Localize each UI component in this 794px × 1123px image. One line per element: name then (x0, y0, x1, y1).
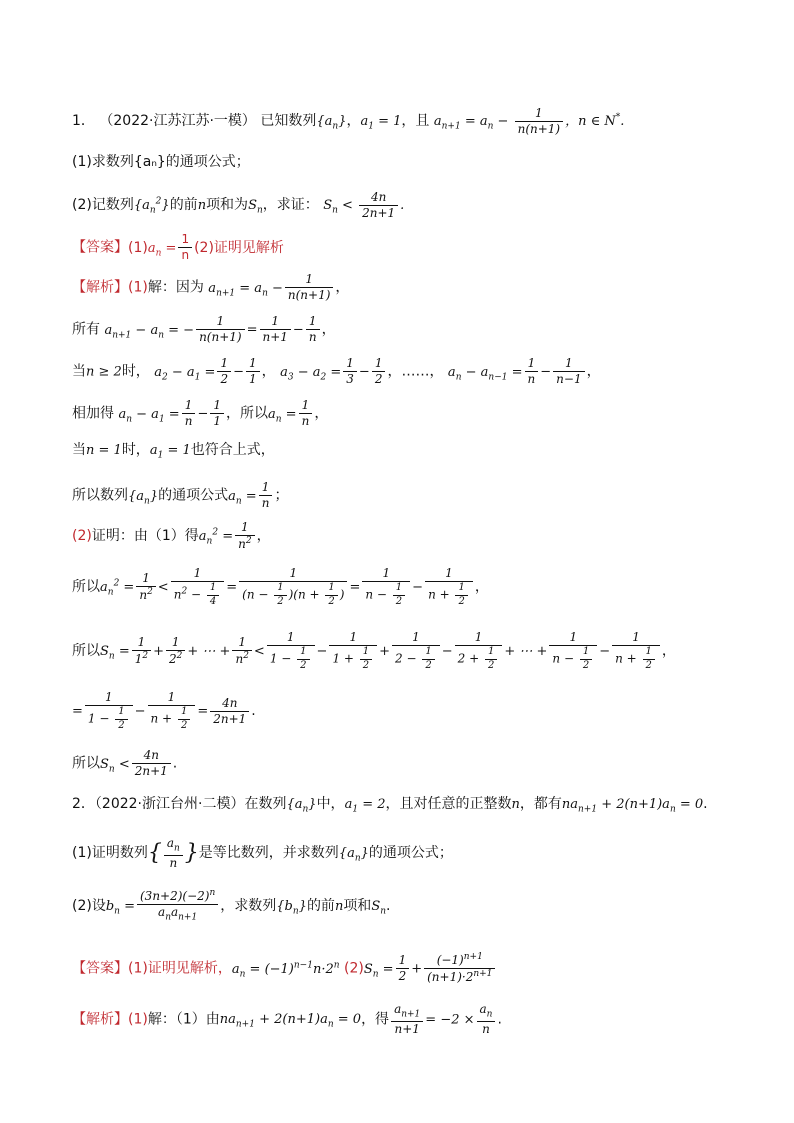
p1-analysis-8: 所以$a_n^2$ = $\frac{1}{n^2}$ < 1 $n^2$ − $\frac{1}{4}$ = 1 (n − $\frac{1}{2}$ )(n + $\frac{1}{2}$ ) = 1 n − $\frac{1}{2}$ − 1 n + $\frac{1}{2}$ ， (72, 566, 489, 607)
p1-domain: ，n ∈ N*. (565, 112, 625, 129)
p1-stem (72, 106, 624, 137)
p1-analysis-10: = 1 1 − $\frac{1}{2}$ − 1 n + $\frac{1}{2}$ = $\frac{4n}{2n+1}$ . (72, 690, 256, 731)
p2-analysis-tag: 【解析】 (72, 1011, 128, 1028)
p2-answer-tag: 【答案】 (72, 960, 128, 977)
p1-q2-text: (2)记数列$\{a_n^2\}$的前n项和为$S_n$，求证： (72, 196, 319, 216)
p1-recurrence: $a_{n+1} = a_n$ − $\frac{1}{n(n+1)}$ (434, 114, 565, 129)
p1-seq-symbol: $\{a_n\}$ (316, 114, 347, 132)
p1-answer-text: $(1)a_n$ = $\frac{1}{n}$ (2)证明见解析 (128, 232, 284, 262)
p2-q2: (2)设$b_n$ = $\frac{(3n+2)(-2)^n}{a_na_{n+1}}$ ，求数列$\{b_n\}$的前n项和$S_n$. (72, 888, 391, 923)
p1-analysis-9: 所以$S_n$ = $\frac{1}{1^2}$ + $\frac{1}{2^2}$ + ⋯ + $\frac{1}{n^2}$ < 1 1 − $\frac{1}{2}$ − 1 1 + $\frac{1}{2}$ + 1 2 − $\frac{1}{2}$ − 1 2 + $\frac{1}{2}$ + ⋯ + 1 n − $\frac{1}{2}$ − 1 n + $\frac{1}{2}$ ， (72, 630, 676, 671)
p1-analysis-7: (2)证明：由（1）得$a_n^2$ = $\frac{1}{n^2}$ ， (72, 520, 271, 551)
p1-analysis-3: 当n ≥ 2时， $a_2 - a_1$ = $\frac{1}{2}$ − $\frac{1}{1}$ ， $a_3 - a_2$ = $\frac{1}{3}$ − $\frac{1}{2}$ ，……， $a_n - a_{n-1}$ = $\frac{1}{n}$ − $\frac{1}{n-1}$ ， (72, 356, 601, 386)
p1-answer (72, 232, 284, 263)
p2-answer: 【答案】(1)证明见解析，$a_n = (-1)^{n-1}n\cdot 2^n$ $(2)S_n$ = $\frac{1}{2}$ + $\frac{(-1)^{n+1}}{(n+1)\cdot 2^{n+1}}$ (72, 952, 497, 985)
p2-source: （2022·浙江台州·二模） (94, 796, 245, 812)
p1-analysis-5: 当n = 1时，$a_1 = 1$也符合上式， (72, 442, 275, 461)
p1-q2 (72, 190, 404, 221)
p1-analysis-6: 所以数列$\{a_n\}$的通项公式$a_n$ = $\frac{1}{n}$ ； (72, 480, 289, 510)
p1-source: （2022·江苏江苏·一模） (99, 113, 256, 129)
p1-a1: ，$a_1 = 1$，且 (346, 113, 430, 132)
p2-number: 2． (72, 796, 95, 812)
p1-analysis-11: 所以$S_n$ < $\frac{4n}{2n+1}$ . (72, 748, 178, 778)
p1-answer-tag: 【答案】 (72, 239, 128, 256)
p1-analysis-1: 【解析】(1)解：因为 $a_{n+1} = a_n$ − $\frac{1}{n(n+1)}$ ， (72, 272, 350, 302)
p1-q2-ineq: $S_n$ < $\frac{4n}{2n+1}$ . (323, 190, 405, 220)
p1-analysis-4: 相加得 $a_n - a_1$ = $\frac{1}{n}$ − $\frac{1}{1}$ ，所以$a_n$ = $\frac{1}{n}$ ， (72, 398, 329, 428)
p1-analysis-tag: 【解析】 (72, 279, 128, 296)
p2-stem: 2．（2022·浙江台州·二模）在数列$\{a_n\}$中，$a_1 = 2$，且对任意的正整数n，都有$na_{n+1} + 2(n+1)a_n = 0$. (72, 796, 708, 815)
p2-q1: (1)证明数列{ $\frac{a_n}{n}$ }是等比数列，并求数列$\{a_n\}$的通项公式； (72, 836, 453, 870)
p1-analysis-2: 所有 $a_{n+1} - a_n$ = − $\frac{1}{n(n+1)}$ = $\frac{1}{n+1}$ − $\frac{1}{n}$ ， (72, 314, 336, 344)
p1-q1: (1)求数列{aₙ}的通项公式； (72, 154, 250, 170)
p2-analysis-1: 【解析】(1)解：（1）由$na_{n+1} + 2(n+1)a_n = 0$，得 $\frac{a_{n+1}}{n+1}$ = −2 × $\frac{a_n}{n}$ . (72, 1002, 502, 1036)
p1-stem-text: 已知数列 (260, 113, 317, 129)
p1-number: 1． (72, 113, 95, 129)
